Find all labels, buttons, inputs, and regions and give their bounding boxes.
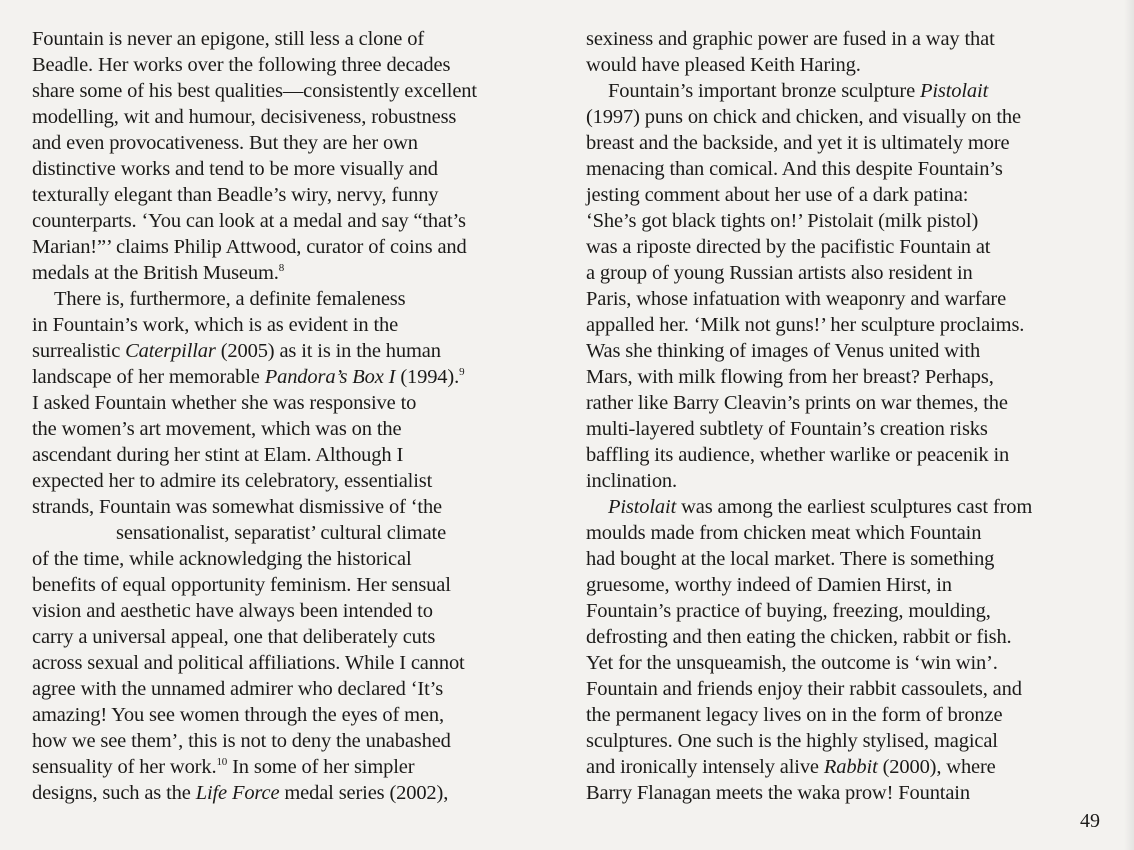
text-run: multi-layered subtlety of Fountain’s creation risks [586,418,988,440]
text-run: Fountain’s important bronze sculpture [608,80,920,102]
text-line [586,104,1032,130]
text-line [586,624,1032,650]
text-run: Mars, with milk flowing from her breast? Perhaps, [586,366,994,388]
text-run: expected her to admire its celebratory, essentialist [32,470,433,492]
text-run: amazing! You see women through the eyes of men, [32,704,444,726]
text-line [32,26,477,52]
text-line [586,260,1032,286]
text-line [586,208,1032,234]
left-text-column [32,26,477,806]
text-run: medal series (2002), [279,782,449,804]
text-line [32,650,477,676]
artwork-title: Life Force [195,782,280,804]
footnote-marker: 8 [278,262,285,275]
text-run: rather like Barry Cleavin’s prints on war themes, the [586,392,1008,414]
text-run: sculptures. One such is the highly stylised, magical [586,730,998,752]
text-line [32,312,477,338]
text-line [32,156,477,182]
text-run: surrealistic [32,340,126,362]
text-run: Was she thinking of images of Venus united with [586,340,981,362]
text-run: (2000), where [877,756,996,778]
text-run: modelling, wit and humour, decisiveness, robustness [32,106,457,128]
artwork-title: Pistolait [920,80,989,102]
text-line [32,286,477,312]
text-run: In some of her simpler [227,756,415,778]
text-line [32,364,477,390]
text-line [32,130,477,156]
right-text-column [586,26,1032,806]
text-run: defrosting and then eating the chicken, rabbit or fish. [586,626,1012,648]
text-run: strands, Fountain was somewhat dismissive of ‘the [32,496,443,518]
text-line [32,676,477,702]
text-line [32,104,477,130]
text-run: appalled her. ‘Milk not guns!’ her sculpture proclaims. [586,314,1025,336]
text-run: agree with the unnamed admirer who declared ‘It’s [32,678,444,700]
text-line [586,390,1032,416]
text-run: landscape of her memorable [32,366,265,388]
text-run: in Fountain’s work, which is as evident in the [32,314,399,336]
artwork-title: Rabbit [823,756,878,778]
text-run: and ironically intensely alive [586,756,824,778]
text-run: medals at the British Museum. [32,262,279,284]
text-line [586,26,1032,52]
text-line [586,468,1032,494]
text-run: the permanent legacy lives on in the form of bronze [586,704,1003,726]
text-line [586,78,1032,104]
text-run: Yet for the unsqueamish, the outcome is ‘win win’. [586,652,998,674]
text-run: breast and the backside, and yet it is ultimately more [586,132,1010,154]
text-run: designs, such as the [32,782,196,804]
text-line [32,546,477,572]
text-line [586,312,1032,338]
text-run: Paris, whose infatuation with weaponry and warfare [586,288,1007,310]
text-run: Barry Flanagan meets the waka prow! Fountain [586,782,970,804]
text-run: was among the earliest sculptures cast from [676,496,1033,518]
text-run: vision and aesthetic have always been intended to [32,600,433,622]
text-line [32,572,477,598]
text-line [586,130,1032,156]
text-run: distinctive works and tend to be more visually and [32,158,438,180]
page-number: 49 [1080,810,1100,832]
text-line [586,598,1032,624]
text-line [32,52,477,78]
text-line [586,494,1032,520]
text-line [32,234,477,260]
text-line [32,416,477,442]
text-line [586,702,1032,728]
text-run: across sexual and political affiliations. While I cannot [32,652,465,674]
artwork-title: Pandora’s Box I [264,366,396,388]
facing-page-edge [1124,0,1134,850]
text-run: of the time, while acknowledging the historical [32,548,412,570]
text-line [586,546,1032,572]
text-run: sensationalist, separatist’ cultural climate [116,522,447,544]
text-run: and even provocativeness. But they are her own [32,132,418,154]
text-run: (1997) puns on chick and chicken, and visually on the [586,106,1021,128]
text-run: Beadle. Her works over the following three decades [32,54,451,76]
text-run: counterparts. ‘You can look at a medal and say “that’s [32,210,466,232]
text-run: benefits of equal opportunity feminism. Her sensual [32,574,451,596]
text-line [586,728,1032,754]
text-line [32,624,477,650]
text-line [586,182,1032,208]
text-line [586,416,1032,442]
text-line [586,442,1032,468]
text-line [32,728,477,754]
text-run: sensuality of her work. [32,756,217,778]
text-run: Marian!”’ claims Philip Attwood, curator of coins and [32,236,467,258]
text-line [32,598,477,624]
text-run: Fountain’s practice of buying, freezing, moulding, [586,600,991,622]
text-run: (2005) as it is in the human [215,340,441,362]
text-run: sexiness and graphic power are fused in a way that [586,28,995,50]
artwork-title: Pistolait [608,496,677,518]
text-line [32,494,477,520]
text-run: how we see them’, this is not to deny the unabashed [32,730,451,752]
text-line [32,468,477,494]
text-line [32,780,477,806]
text-run: There is, furthermore, a definite femaleness [54,288,406,310]
text-line [586,676,1032,702]
text-run: I asked Fountain whether she was responsive to [32,392,417,414]
text-run: Fountain and friends enjoy their rabbit cassoulets, and [586,678,1022,700]
text-run: texturally elegant than Beadle’s wiry, nervy, funny [32,184,439,206]
text-line [586,234,1032,260]
text-run: baffling its audience, whether warlike or peacenik in [586,444,1010,466]
text-line [32,442,477,468]
text-line [32,520,477,546]
text-run: a group of young Russian artists also resident in [586,262,973,284]
text-run: Fountain is never an epigone, still less a clone of [32,28,425,50]
text-run: share some of his best qualities—consistently excellent [32,80,477,102]
text-line [586,572,1032,598]
text-line [586,156,1032,182]
text-line [32,754,477,780]
footnote-marker: 10 [216,756,228,769]
text-line [586,52,1032,78]
text-line [586,650,1032,676]
text-line [32,78,477,104]
text-run: was a riposte directed by the pacifistic Fountain at [586,236,991,258]
text-run: the women’s art movement, which was on the [32,418,402,440]
text-line [586,338,1032,364]
text-run: jesting comment about her use of a dark patina: [586,184,969,206]
text-line [32,390,477,416]
text-line [586,780,1032,806]
text-run: carry a universal appeal, one that deliberately cuts [32,626,436,648]
text-run: (1994). [395,366,460,388]
text-run: inclination. [586,470,678,492]
text-run: had bought at the local market. There is something [586,548,995,570]
text-line [586,520,1032,546]
text-run: ascendant during her stint at Elam. Although I [32,444,404,466]
text-line [586,364,1032,390]
text-run: gruesome, worthy indeed of Damien Hirst, in [586,574,952,596]
text-line [32,260,477,286]
text-run: moulds made from chicken meat which Fountain [586,522,982,544]
text-line [32,702,477,728]
text-line [586,286,1032,312]
text-line [586,754,1032,780]
text-run: ‘She’s got black tights on!’ Pistolait (milk pistol) [586,210,979,232]
text-line [32,338,477,364]
footnote-marker: 9 [459,366,465,379]
artwork-title: Caterpillar [125,340,216,362]
text-line [32,182,477,208]
text-run: would have pleased Keith Haring. [586,54,861,76]
text-line [32,208,477,234]
text-run: menacing than comical. And this despite Fountain’s [586,158,1003,180]
